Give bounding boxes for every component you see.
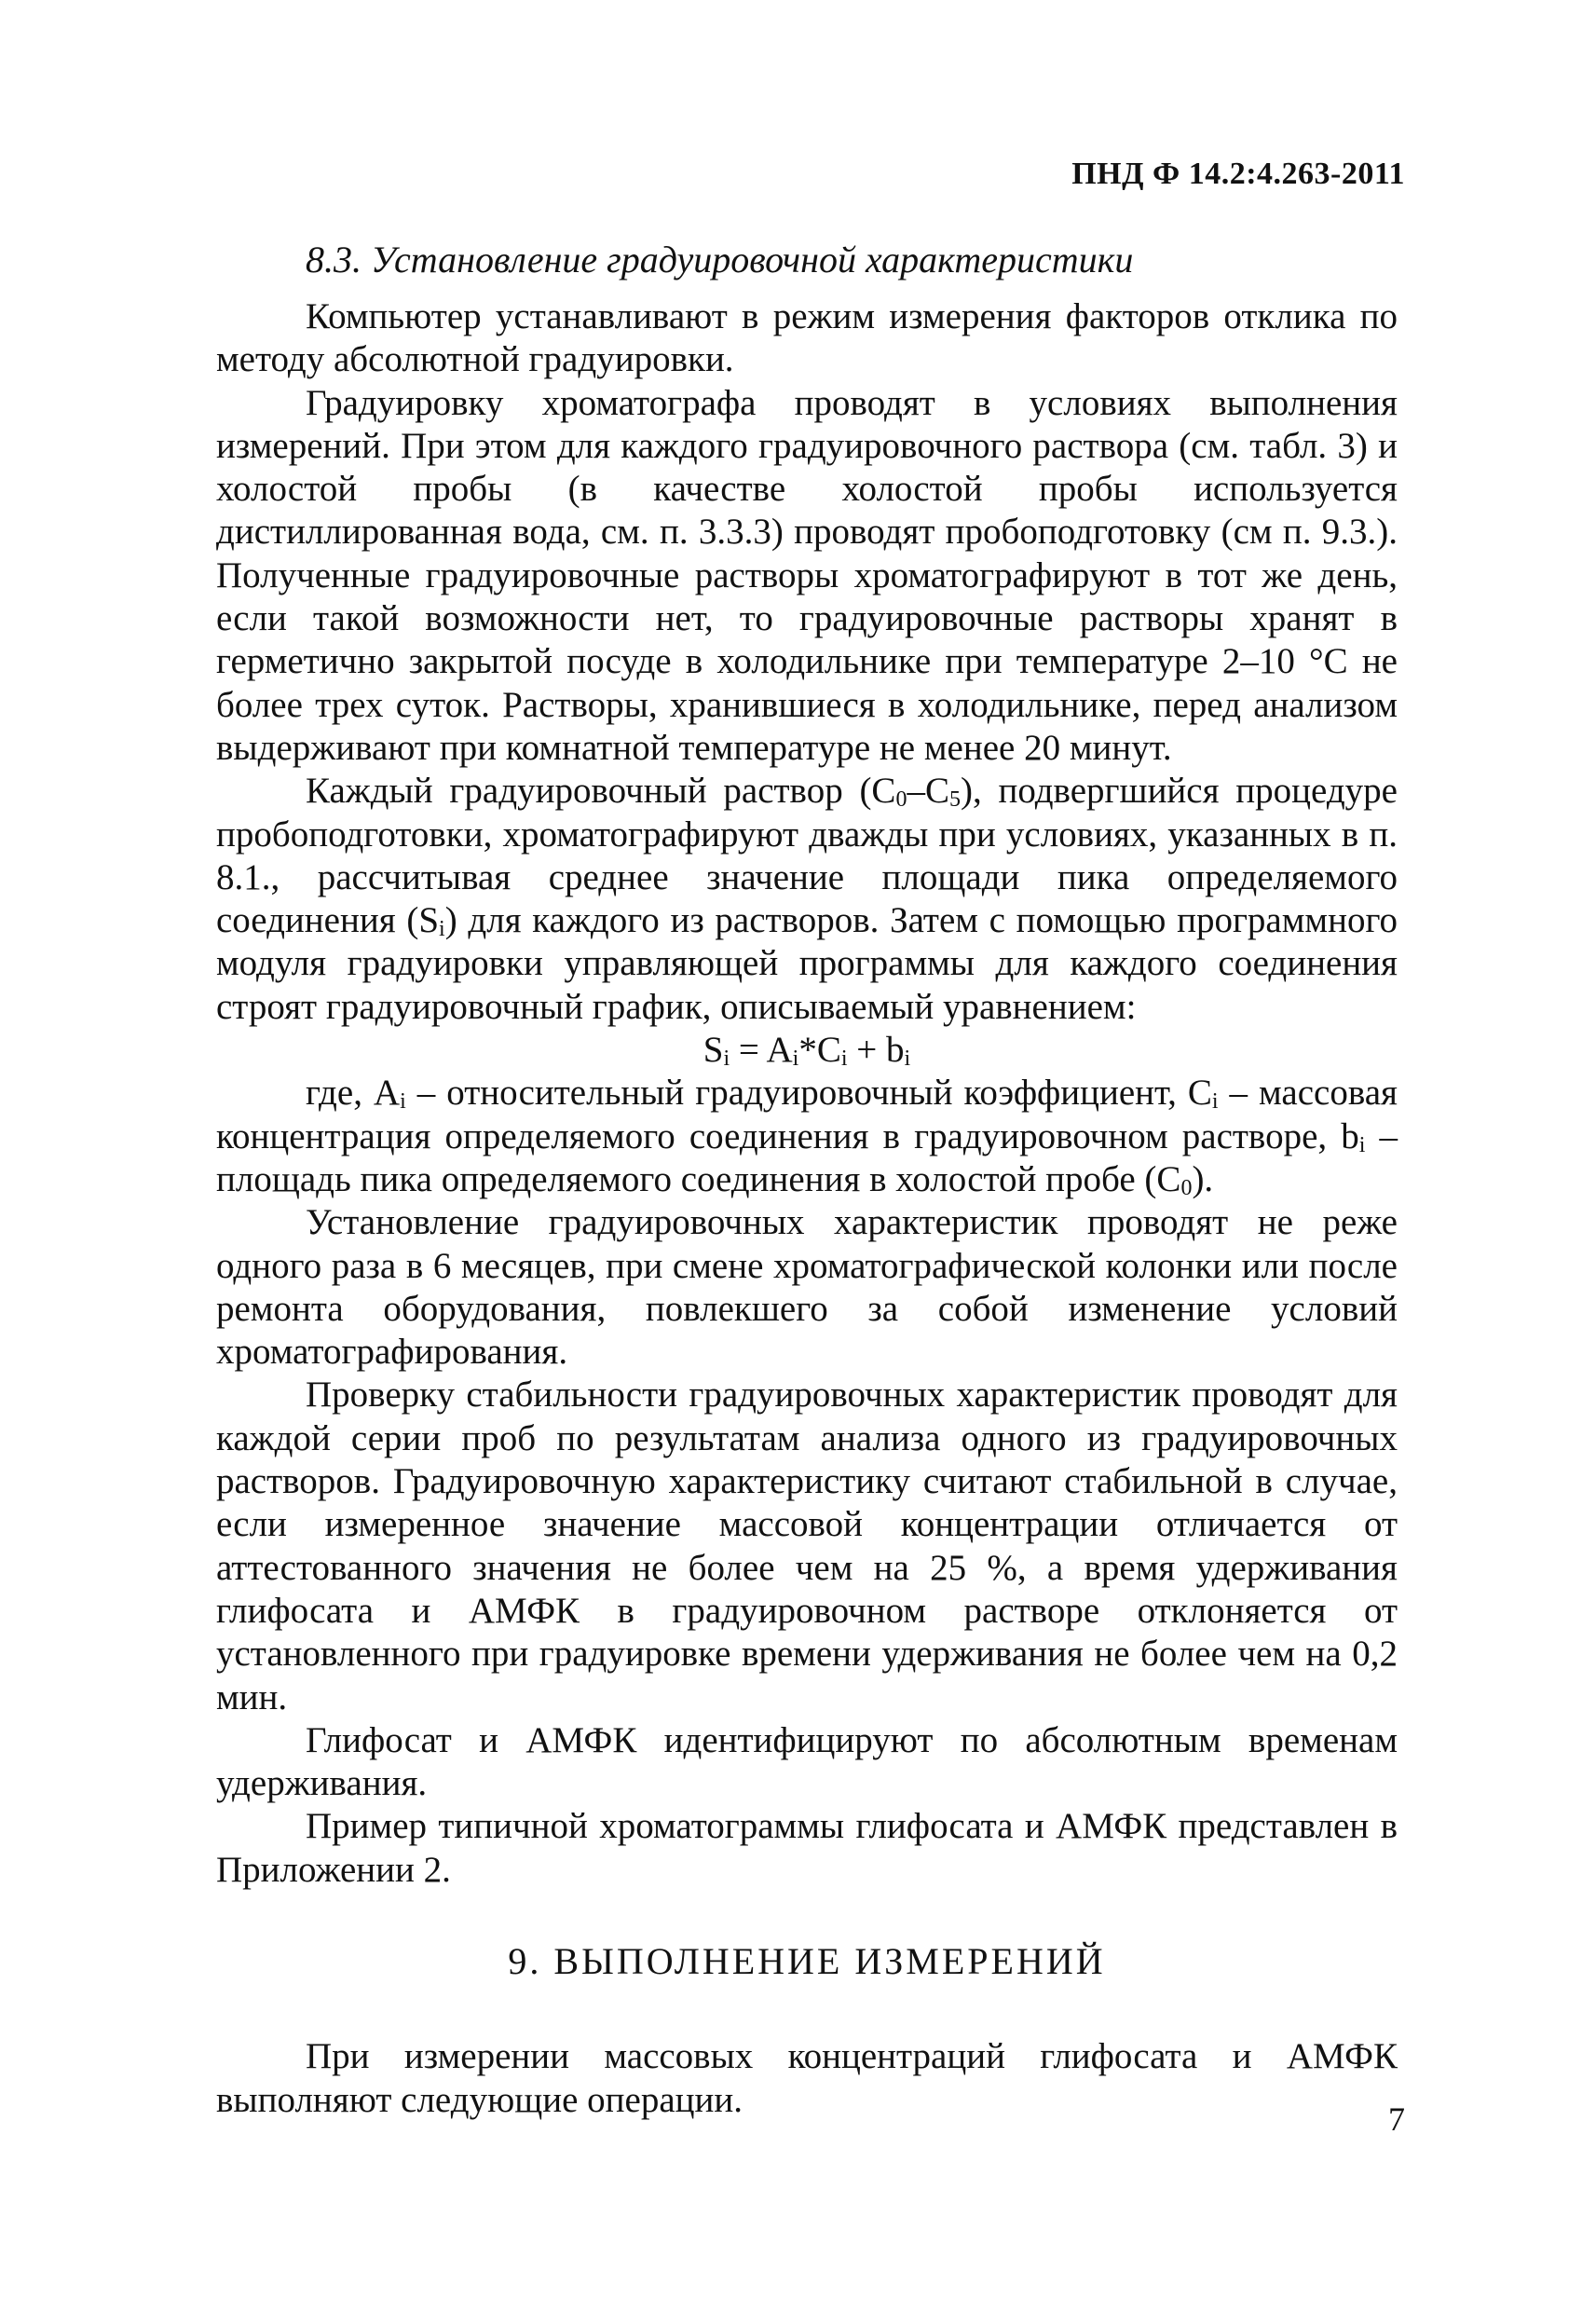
subscript: i [1358, 1132, 1366, 1157]
subscript: 0 [1180, 1175, 1193, 1200]
subscript: 5 [948, 787, 961, 813]
text-run: – площадь пика определяемого соединения в холостой пробе (С [216, 1115, 1398, 1199]
document-code: ПНД Ф 14.2:4.263-2011 [1071, 157, 1405, 191]
text-run: – относительный градуировочный коэффициент, C [405, 1073, 1212, 1114]
paragraph: Пример типичной хроматограммы глифосата и АМФК представлен в Приложении 2. [216, 1806, 1398, 1890]
paragraph: Проверку стабильности градуировочных характеристик проводят для каждой серии проб по результатам анализа одного из градуировочных растворов. Градуировочную характеристику считают стабильной в случае, если измеренное значение массовой концентрации отличается от аттестованного значения не более чем на 25 %, а время удерживания глифосата и АМФК в градуировочном растворе отклоняется от установленного при градуировке времени удерживания не более чем на 0,2 мин. [216, 1375, 1398, 1717]
paragraph: Глифосат и АМФК идентифицируют по абсолютным временам удерживания. [216, 1719, 1398, 1804]
text-run: ) для каждого из растворов. Затем с помощью программного модуля градуировки управляющей программы для каждого соединения строят градуировочный график, описываемый уравнением: [216, 900, 1398, 1027]
subsection-heading: 8.3. Установление градуировочной характеристики [306, 239, 1134, 280]
formula-part: + b [847, 1030, 905, 1071]
subscript: i [723, 1047, 730, 1072]
paragraph [216, 770, 1398, 1029]
subscript: i [840, 1047, 848, 1072]
paragraph: Градуировку хроматографа проводят в условиях выполнения измерений. При этом для каждого градуировочного раствора (см. табл. 3) и холостой пробы (в качестве холостой пробы используется дистиллированная вода, см. п. 3.3.3) проводят пробоподготовку (см п. 9.3.). Полученные градуировочные растворы хроматографируют в тот же день, если такой возможности нет, то градуировочные растворы хранят в герметично закрытой посуде в холодильнике при температуре 2–10 °С не более трех суток. Растворы, хранившиеся в холодильнике, перед анализом выдерживают при комнатной температуре не менее 20 минут. [216, 382, 1398, 768]
formula-part: *C [798, 1030, 841, 1071]
text-run: Каждый градуировочный раствор (С [306, 771, 896, 812]
subscript: i [439, 917, 445, 942]
subscript: i [792, 1047, 799, 1072]
subscript: i [1211, 1089, 1219, 1115]
text-run: где, A [306, 1073, 401, 1114]
section-heading: 9. ВЫПОЛНЕНИЕ ИЗМЕРЕНИЙ [508, 1939, 1106, 1982]
paragraph: При измерении массовых концентраций глифосата и АМФК выполняют следующие операции. [216, 2036, 1398, 2120]
page-number: 7 [1388, 2100, 1405, 2138]
subscript: i [400, 1089, 406, 1115]
text-run: ). [1192, 1158, 1214, 1199]
text-run: –С [907, 771, 949, 812]
paragraph [216, 1072, 1398, 1201]
paragraph: Компьютер устанавливают в режим измерения факторов отклика по методу абсолютной градуировки. [216, 296, 1398, 380]
formula-part: S [703, 1030, 724, 1071]
formula-part: = A [730, 1030, 793, 1071]
text-run: ), подвергшийся процедуре пробоподготовки, хроматографируют дважды при условиях, указанных в п. 8.1., рассчитывая среднее значение площади пика определяемого соединения (S [216, 771, 1398, 941]
paragraph: Установление градуировочных характеристик проводят не реже одного раза в 6 месяцев, при смене хроматографической колонки или после ремонта оборудования, повлекшего за собой изменение условий хроматографирования. [216, 1202, 1398, 1373]
subscript: i [904, 1047, 911, 1072]
calibration-formula [216, 1029, 1398, 1072]
text-run: – массовая концентрация определяемого соединения в градуировочном растворе, b [216, 1073, 1398, 1156]
body-text [216, 238, 1398, 2122]
subscript: 0 [895, 787, 907, 813]
